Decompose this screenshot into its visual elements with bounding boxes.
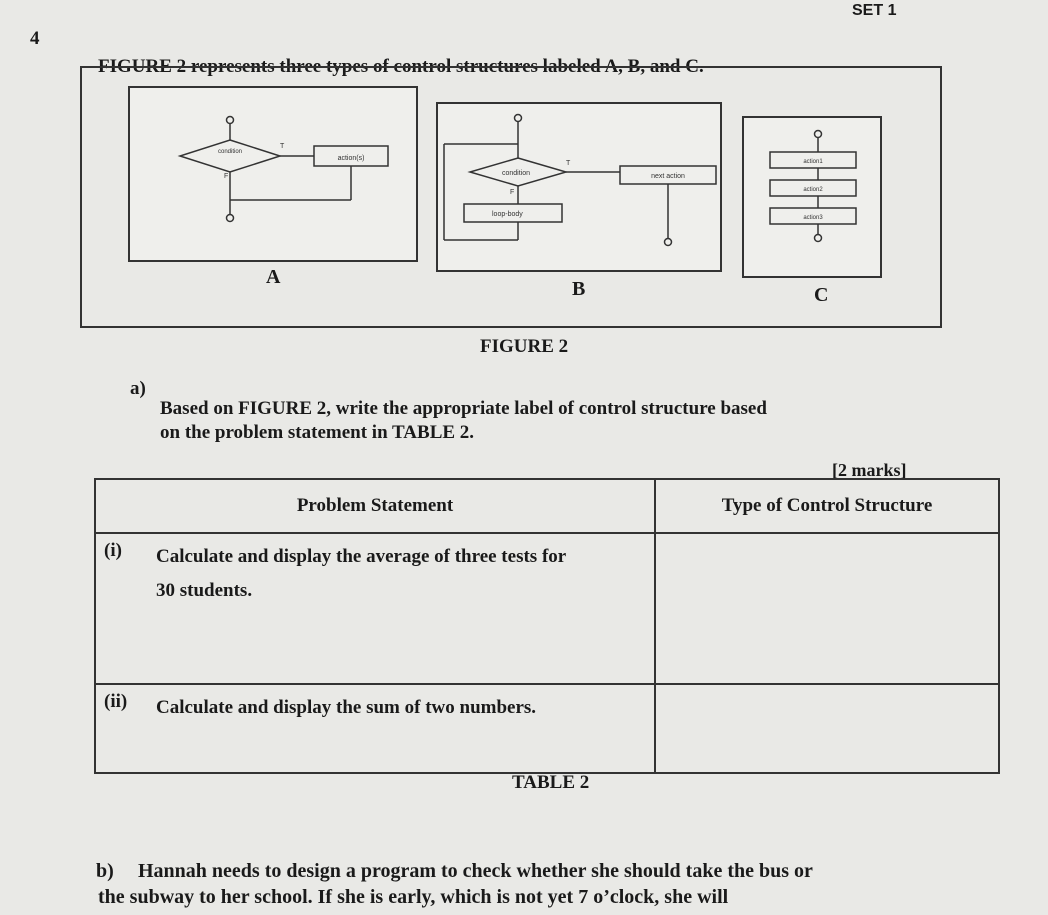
set-label: SET 1 — [852, 2, 897, 19]
table-title: TABLE 2 — [512, 772, 590, 793]
condition-label: condition — [501, 170, 531, 177]
selection-flowchart — [130, 88, 416, 260]
statement-cell — [95, 533, 655, 684]
question-a-label: a) — [130, 378, 146, 399]
loop-flowchart — [438, 104, 720, 270]
figure-panel-c — [742, 116, 882, 278]
sequence-flowchart — [744, 118, 880, 276]
panel-a-letter: A — [266, 266, 281, 288]
action-label: action(s) — [337, 155, 365, 162]
answer-cell[interactable] — [655, 684, 999, 773]
start-node — [815, 131, 822, 138]
answer-cell[interactable] — [655, 533, 999, 684]
table-row — [95, 684, 999, 773]
question-number: 4 — [30, 28, 40, 49]
row-number: (i) — [104, 540, 122, 561]
question-a-text-line1: Based on FIGURE 2, write the appropriate label of control structure based — [160, 398, 767, 419]
statement-cell — [95, 684, 655, 773]
condition-diamond — [180, 140, 280, 172]
question-b-text-line1: Hannah needs to design a program to check whether she should take the bus or — [138, 860, 813, 882]
table-row — [95, 533, 999, 684]
panel-c-letter: C — [814, 284, 829, 306]
question-intro: FIGURE 2 represents three types of control structures labeled A, B, and C. — [98, 56, 704, 77]
table-header-row — [95, 479, 999, 533]
false-label: F — [224, 173, 229, 180]
action3-label: action3 — [803, 215, 823, 221]
question-b-text-line2: the subway to her school. If she is early, which is not yet 7 o’clock, she will — [98, 886, 729, 908]
header-problem-statement: Problem Statement — [95, 479, 655, 533]
marks-label: [2 marks] — [832, 460, 907, 480]
row-statement: Calculate and display the average of three tests for 30 students. — [156, 546, 566, 601]
header-control-structure: Type of Control Structure — [655, 479, 999, 533]
condition-label: condition — [217, 149, 243, 155]
start-node — [227, 117, 234, 124]
true-label: T — [280, 143, 285, 150]
loop-body-label: loop-body — [492, 211, 523, 218]
table-2 — [94, 478, 998, 774]
figure-title: FIGURE 2 — [480, 336, 569, 357]
figure-panel-b — [436, 102, 722, 272]
next-action-label: next action — [651, 173, 685, 180]
row-number: (ii) — [104, 691, 128, 713]
question-b-label: b) — [96, 860, 114, 882]
figure-panel-a — [128, 86, 418, 262]
end-node — [815, 235, 822, 242]
end-node — [227, 215, 234, 222]
false-label: F — [510, 189, 515, 196]
row-statement: Calculate and display the sum of two numbers. — [156, 697, 537, 719]
question-a-text-line2: on the problem statement in TABLE 2. — [160, 422, 475, 443]
end-node — [665, 239, 672, 246]
start-node — [515, 115, 522, 122]
panel-b-letter: B — [572, 278, 586, 300]
action2-label: action2 — [803, 187, 823, 193]
true-label: T — [566, 160, 571, 167]
action1-label: action1 — [803, 159, 823, 165]
